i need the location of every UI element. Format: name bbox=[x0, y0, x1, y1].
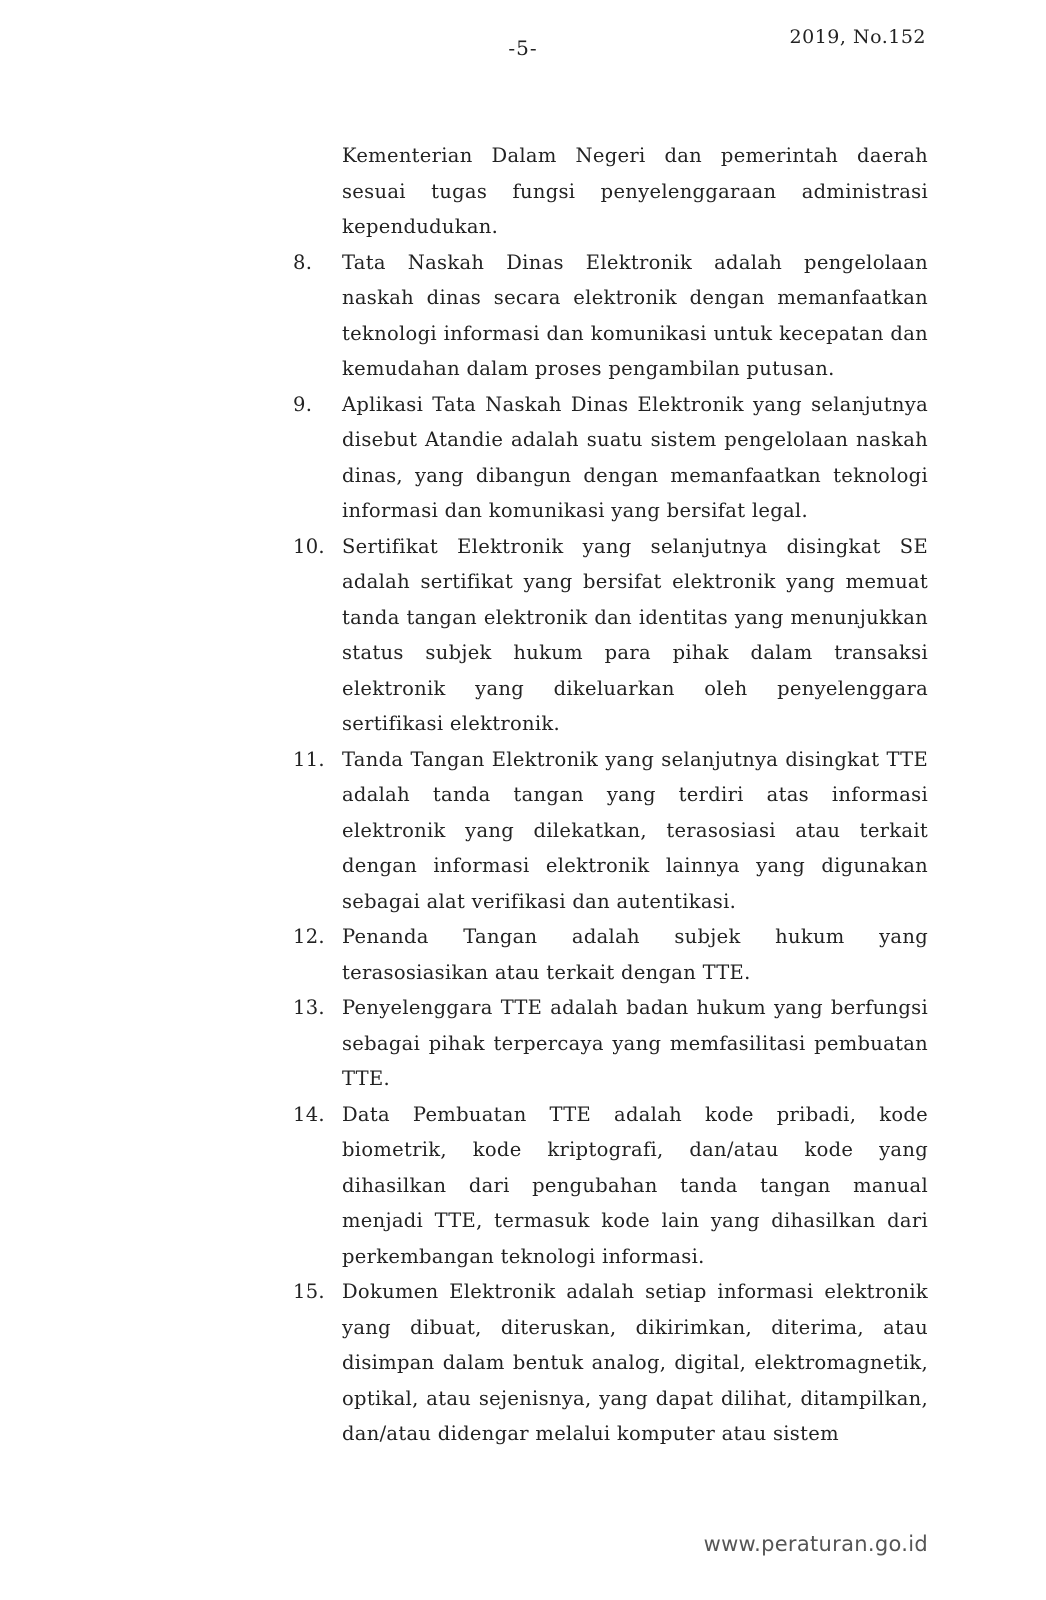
page-number: -5- bbox=[508, 36, 538, 60]
item-number: 12. bbox=[293, 925, 325, 948]
issue-reference: 2019, No.152 bbox=[789, 26, 926, 48]
definition-item-12 bbox=[0, 919, 928, 990]
item-number: 9. bbox=[293, 392, 313, 416]
item-text: Penanda Tangan adalah subjek hukum yang terasosiasikan atau terkait dengan TTE. bbox=[342, 925, 928, 984]
item-text: Penyelenggara TTE adalah badan hukum yang berfungsi sebagai pihak terpercaya yang memfasilitasi pembuatan TTE. bbox=[342, 996, 928, 1090]
definition-item-10 bbox=[0, 529, 928, 742]
item-number: 15. bbox=[293, 1280, 325, 1303]
footer-url[interactable]: www.peraturan.go.id bbox=[703, 1532, 928, 1556]
definition-item-8 bbox=[0, 245, 928, 387]
definition-item-11 bbox=[0, 742, 928, 920]
item-number: 11. bbox=[293, 747, 325, 771]
item-text: Dokumen Elektronik adalah setiap informasi elektronik yang dibuat, diteruskan, dikirimkan, diterima, atau disimpan dalam bentuk analog, digital, elektromagnetik, optikal, atau sejenisnya, yang dapat dilihat, ditampilkan, dan/atau didengar melalui komputer atau sistem bbox=[342, 1280, 928, 1445]
item-text: Tata Naskah Dinas Elektronik adalah pengelolaan naskah dinas secara elektronik dengan memanfaatkan teknologi informasi dan komunikasi untuk kecepatan dan kemudahan dalam proses pengambilan putusan. bbox=[342, 250, 928, 380]
item-number: 13. bbox=[293, 996, 325, 1019]
item-number: 10. bbox=[293, 534, 325, 558]
item-text: Sertifikat Elektronik yang selanjutnya disingkat SE adalah sertifikat yang bersifat elektronik yang memuat tanda tangan elektronik dan identitas yang menunjukkan status subjek hukum para pihak dalam transaksi elektronik yang dikeluarkan oleh penyelenggara sertifikasi elektronik. bbox=[342, 534, 928, 735]
definition-item-15 bbox=[0, 1274, 928, 1452]
continuation-paragraph: Kementerian Dalam Negeri dan pemerintah daerah sesuai tugas fungsi penyelenggaraan administrasi kependudukan. bbox=[342, 144, 928, 238]
item-text: Data Pembuatan TTE adalah kode pribadi, kode biometrik, kode kriptografi, dan/atau kode yang dihasilkan dari pengubahan tanda tangan manual menjadi TTE, termasuk kode lain yang dihasilkan dari perkembangan teknologi informasi. bbox=[342, 1102, 928, 1268]
definition-item-9 bbox=[0, 387, 928, 529]
item-text: Aplikasi Tata Naskah Dinas Elektronik yang selanjutnya disebut Atandie adalah suatu sistem pengelolaan naskah dinas, yang dibangun dengan memanfaatkan teknologi informasi dan komunikasi yang bersifat legal. bbox=[342, 392, 928, 522]
document-body bbox=[0, 138, 1046, 1452]
item-number: 14. bbox=[293, 1102, 325, 1126]
definition-item-13 bbox=[0, 990, 928, 1097]
definition-item-14 bbox=[0, 1097, 928, 1275]
item-text: Tanda Tangan Elektronik yang selanjutnya disingkat TTE adalah tanda tangan yang terdiri atas informasi elektronik yang dilekatkan, terasosiasi atau terkait dengan informasi elektronik lainnya yang digunakan sebagai alat verifikasi dan autentikasi. bbox=[342, 747, 928, 913]
item-number: 8. bbox=[293, 250, 313, 274]
